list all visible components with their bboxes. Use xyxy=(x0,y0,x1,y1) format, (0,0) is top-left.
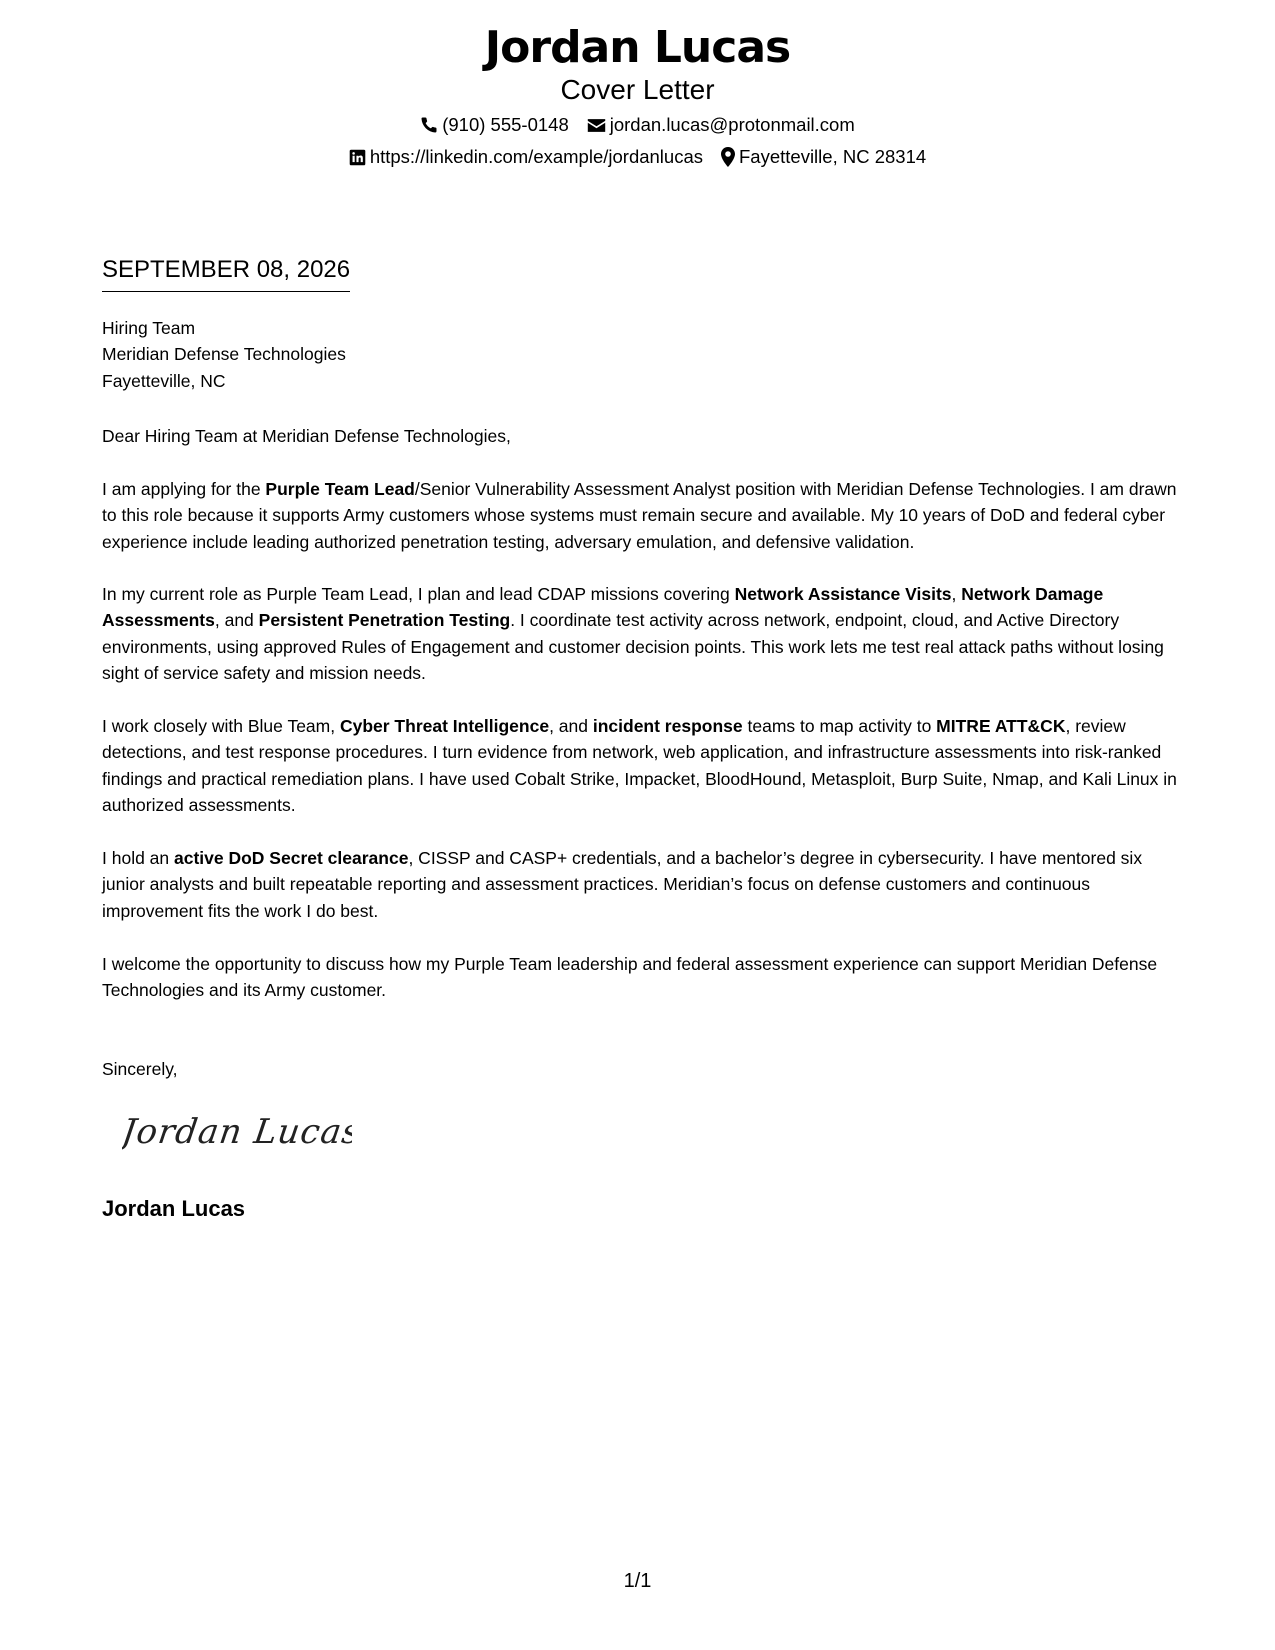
text-run: . I coordinate test activity across network, endpoint, cloud, and Active Directory environments, using approved Rules of Engagement and customer decision points. This work lets me test real attack paths without losing sight of service safety and mission needs. xyxy=(102,610,1164,684)
text-run: , review detections, and test response procedures. I turn evidence from network, web application, and infrastructure assessments into risk-ranked findings and practical remediation plans. I have used Cobalt Strike, Impacket, BloodHound, Metasploit, Burp Suite, Nmap, and Kali Linux in authorized assessments. xyxy=(102,716,1177,816)
linkedin-icon xyxy=(349,149,366,166)
map-marker-icon xyxy=(721,147,735,167)
bold-text: Purple Team Lead xyxy=(265,479,415,499)
bold-text: MITRE ATT&CK xyxy=(936,716,1066,736)
signer-name: Jordan Lucas xyxy=(102,1196,246,1221)
paragraph-credentials xyxy=(102,845,1177,924)
page-number: 1/1 xyxy=(623,1570,652,1592)
bold-text: active DoD Secret clearance xyxy=(174,848,409,868)
applicant-name: Jordan Lucas xyxy=(484,22,791,73)
document-subtitle: Cover Letter xyxy=(560,74,715,105)
phone-number: (910) 555-0148 xyxy=(442,114,569,135)
salutation: Dear Hiring Team at Meridian Defense Technologies, xyxy=(102,426,511,446)
letter-header xyxy=(0,20,1275,168)
handwritten-signature xyxy=(122,1105,352,1160)
signature-glyphs: Jordan Lucas xyxy=(122,1112,352,1152)
contact-email[interactable] xyxy=(587,114,855,136)
letter-date-block xyxy=(102,255,350,292)
paragraph-current-role xyxy=(102,581,1177,687)
bold-text: Network Damage Assessments xyxy=(102,584,1104,631)
recipient-address xyxy=(102,315,1177,394)
paragraph-collaboration xyxy=(102,713,1177,819)
text-run: teams to map activity to xyxy=(742,716,937,736)
text-run: , and xyxy=(214,610,259,631)
recipient-city: Fayetteville, NC xyxy=(102,370,226,391)
contact-row-secondary xyxy=(0,146,1275,168)
recipient-line: Hiring Team xyxy=(102,318,196,338)
linkedin-url[interactable]: https://linkedin.com/example/jordanlucas xyxy=(369,146,703,167)
contact-row-primary xyxy=(0,114,1275,136)
bold-text: Persistent Penetration Testing xyxy=(258,610,511,631)
bold-text: Network Assistance Visits xyxy=(734,584,952,604)
text-run: , xyxy=(951,584,962,604)
recipient-company: Meridian Defense Technologies xyxy=(102,344,346,365)
text-run: In my current role as Purple Team Lead, I plan and lead CDAP missions covering xyxy=(102,584,735,604)
bold-text: incident response xyxy=(592,716,743,736)
text-run: I work closely with Blue Team, xyxy=(102,716,340,736)
text-run: I welcome the opportunity to discuss how my Purple Team leadership and federal assessment experience can support Meridian Defense Technologies and its Army customer. xyxy=(102,954,1158,1001)
bold-text: Cyber Threat Intelligence xyxy=(339,716,550,736)
text-run: /Senior Vulnerability Assessment Analyst position with Meridian Defense Technologies. I am drawn to this role because it supports Army customers whose systems must remain secure and available. My 10 years of DoD and federal cyber experience include leading authorized penetration testing, adversary emulation, and defensive validation. xyxy=(102,479,1177,552)
email-address[interactable]: jordan.lucas@protonmail.com xyxy=(609,114,855,135)
text-run: I am applying for the xyxy=(102,479,266,499)
paragraph-closing xyxy=(102,951,1177,1004)
contact-linkedin[interactable] xyxy=(349,146,703,168)
text-run: , and xyxy=(549,716,593,736)
letter-date: SEPTEMBER 08, 2026 xyxy=(102,255,350,292)
text-run: , CISSP and CASP+ credentials, and a bachelor’s degree in cybersecurity. I have mentored six junior analysts and built repeatable reporting and assessment practices. Meridian’s focus on defense customers and continuous improvement fits the work I do best. xyxy=(102,848,1143,921)
contact-phone xyxy=(420,114,569,136)
closing-phrase: Sincerely, xyxy=(102,1059,178,1079)
text-run: I hold an xyxy=(102,848,174,868)
phone-icon xyxy=(420,116,438,134)
paragraph-intro xyxy=(102,476,1177,555)
location-text: Fayetteville, NC 28314 xyxy=(739,146,927,167)
contact-location xyxy=(721,146,926,168)
envelope-icon xyxy=(587,118,606,133)
